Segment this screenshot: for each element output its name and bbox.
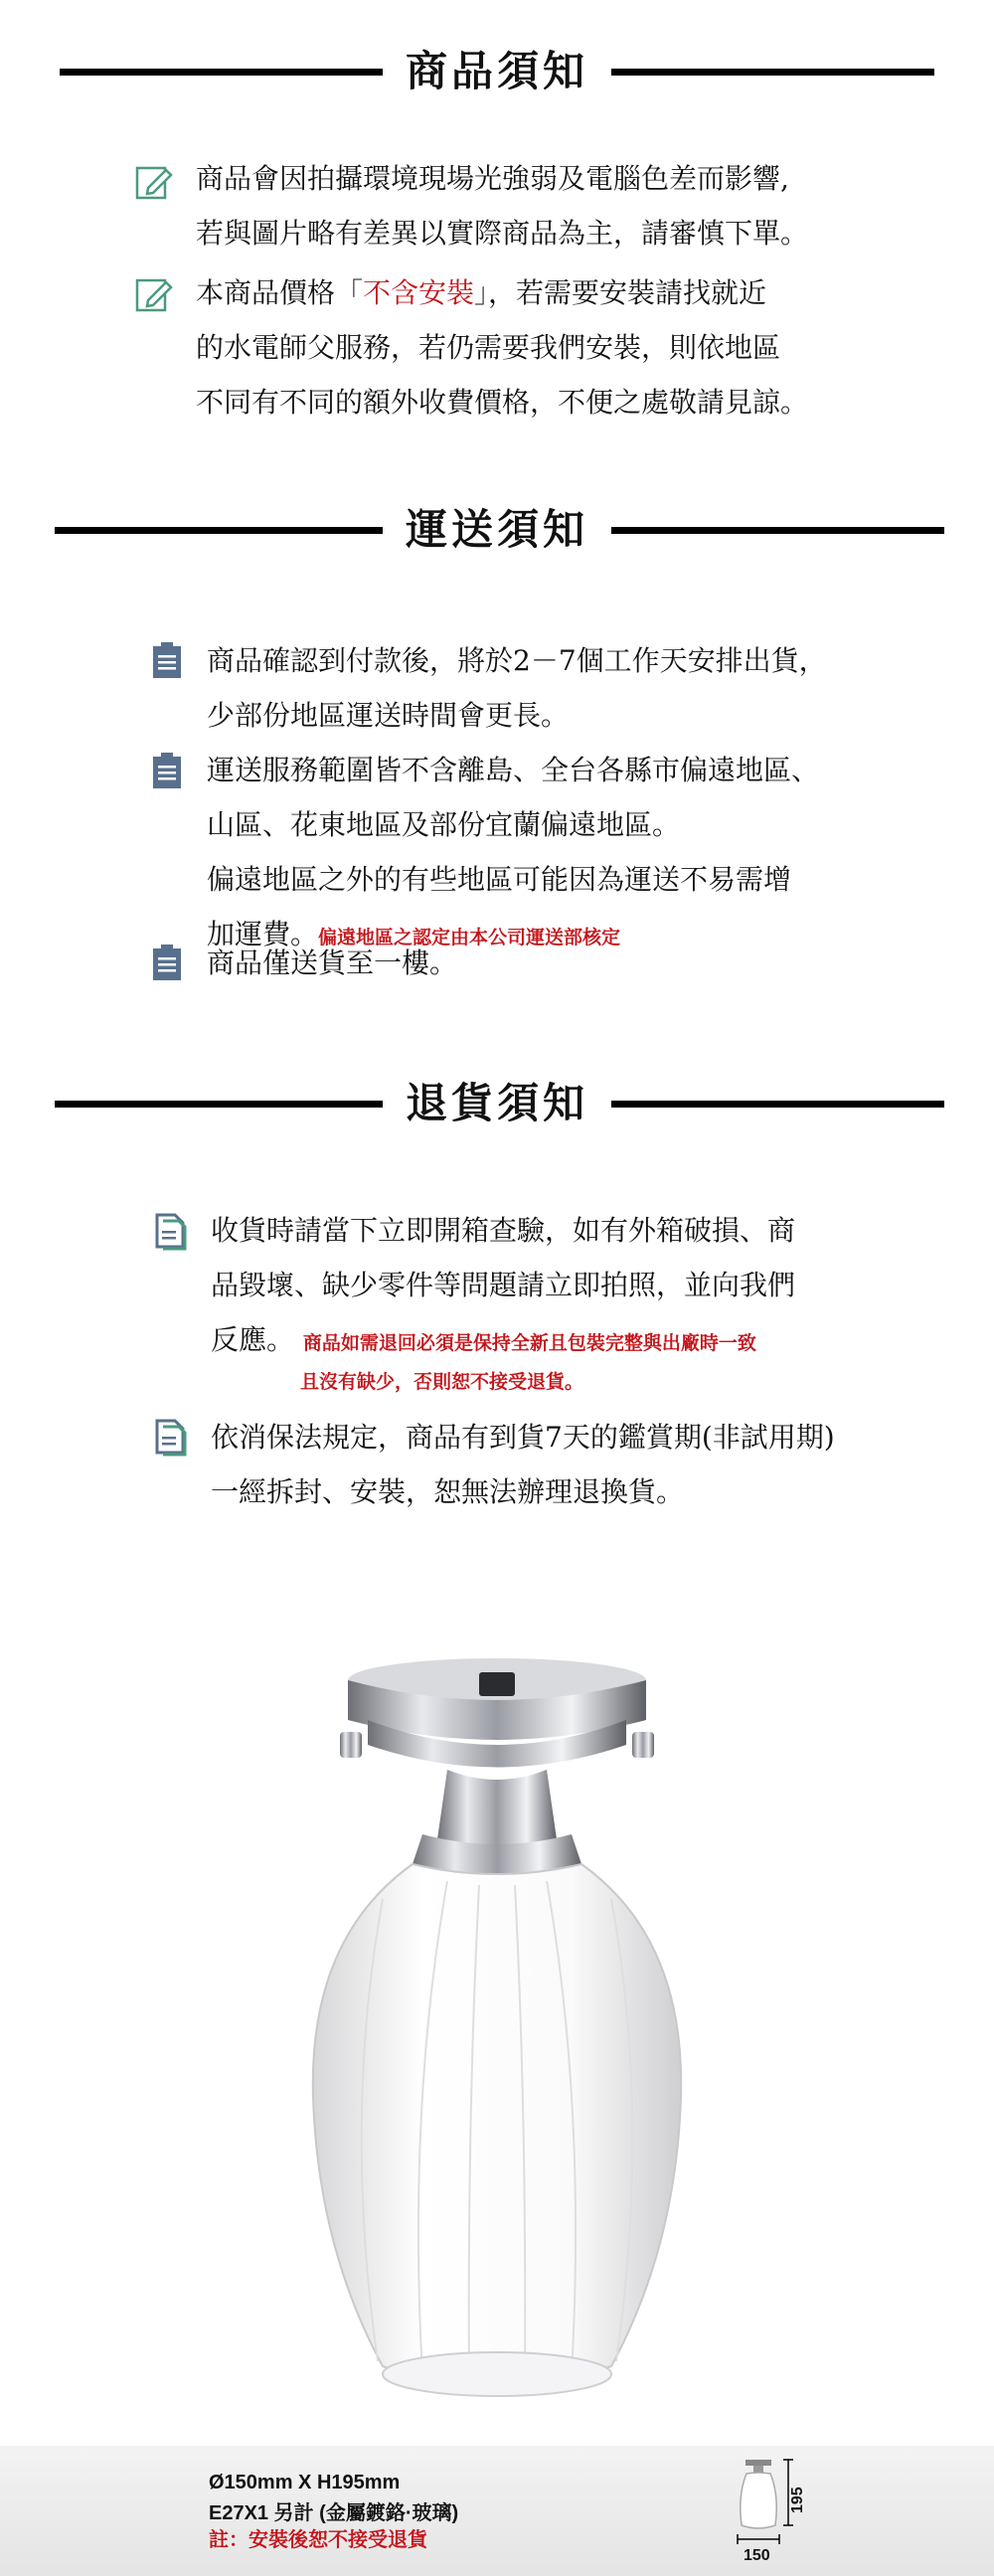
shipping-text-line: 山區、花東地區及部份宜蘭偏遠地區。 bbox=[207, 808, 681, 841]
notice-text-line: 若與圖片略有差異以實際商品為主，請審慎下單。 bbox=[196, 217, 809, 250]
dimension-width: 150 bbox=[744, 2547, 770, 2564]
text-segment: 反應。 bbox=[211, 1323, 295, 1356]
clipboard-icon bbox=[147, 751, 187, 790]
notice-text-line: 的水電師父服務，若仍需要我們安裝，則依地區 bbox=[196, 331, 781, 364]
returns-text-line: 收貨時請當下立即開箱查驗，如有外箱破損、商 bbox=[211, 1214, 796, 1247]
remote-area-note: 偏遠地區之認定由本公司運送部核定 bbox=[318, 927, 621, 948]
section-header-notice bbox=[0, 42, 994, 101]
text-segment: 本商品價格「 bbox=[196, 276, 364, 309]
section-title: 退貨須知 bbox=[405, 1079, 588, 1127]
shipping-text-line: 少部份地區運送時間會更長。 bbox=[207, 699, 570, 732]
product-image bbox=[248, 1650, 746, 2446]
spec-warning: 註：安裝後恕不接受退貨 bbox=[209, 2529, 427, 2551]
dimension-diagram bbox=[714, 2456, 823, 2570]
no-install-highlight: 不含安裝 bbox=[363, 276, 475, 309]
document-icon bbox=[151, 1417, 191, 1457]
shipping-text-line: 運送服務範圍皆不含離島、全台各縣市偏遠地區、 bbox=[207, 754, 820, 786]
return-condition-note: 且沒有缺少，否則恕不接受退貨。 bbox=[300, 1371, 584, 1393]
returns-text-line: 一經拆封、安裝，恕無法辦理退換貨。 bbox=[211, 1475, 685, 1508]
notice-text-line: 商品會因拍攝環境現場光強弱及電腦色差而影響, bbox=[196, 162, 789, 195]
notice-text-line bbox=[196, 265, 766, 320]
spec-bar bbox=[0, 2446, 994, 2576]
edit-note-icon bbox=[134, 274, 174, 314]
clipboard-icon bbox=[147, 943, 187, 982]
return-condition-note: 商品如需退回必須是保持全新且包裝完整與出廠時一致 bbox=[302, 1332, 756, 1354]
shipping-text-line: 商品僅送貨至一樓。 bbox=[207, 946, 458, 979]
section-title: 運送須知 bbox=[405, 505, 588, 554]
text-segment: 」，若需要安裝請找就近 bbox=[474, 276, 767, 309]
edit-note-icon bbox=[134, 162, 174, 202]
text-segment: 加運費。 bbox=[207, 918, 319, 950]
shipping-text-line: 偏遠地區之外的有些地區可能因為運送不易需增 bbox=[207, 863, 792, 896]
spec-size: Ø150mm X H195mm bbox=[209, 2472, 401, 2493]
section-title: 商品須知 bbox=[405, 47, 588, 95]
notice-text-line: 不同有不同的額外收費價格，不便之處敬請見諒。 bbox=[196, 386, 809, 419]
section-header-shipping bbox=[0, 500, 994, 560]
document-icon bbox=[151, 1211, 191, 1251]
spec-bulb: E27X1 另計 (金屬鍍鉻·玻璃) bbox=[209, 2502, 459, 2524]
returns-text-line: 依消保法規定，商品有到貨7天的鑑賞期(非試用期) bbox=[211, 1421, 835, 1454]
dimension-height: 195 bbox=[789, 2487, 806, 2513]
returns-text-line: 品毀壞、缺少零件等問題請立即拍照，並向我們 bbox=[211, 1269, 796, 1301]
shipping-text-line: 商品確認到付款後，將於2－7個工作天安排出貨， bbox=[207, 644, 827, 677]
section-header-returns bbox=[0, 1074, 994, 1133]
clipboard-icon bbox=[147, 640, 187, 680]
